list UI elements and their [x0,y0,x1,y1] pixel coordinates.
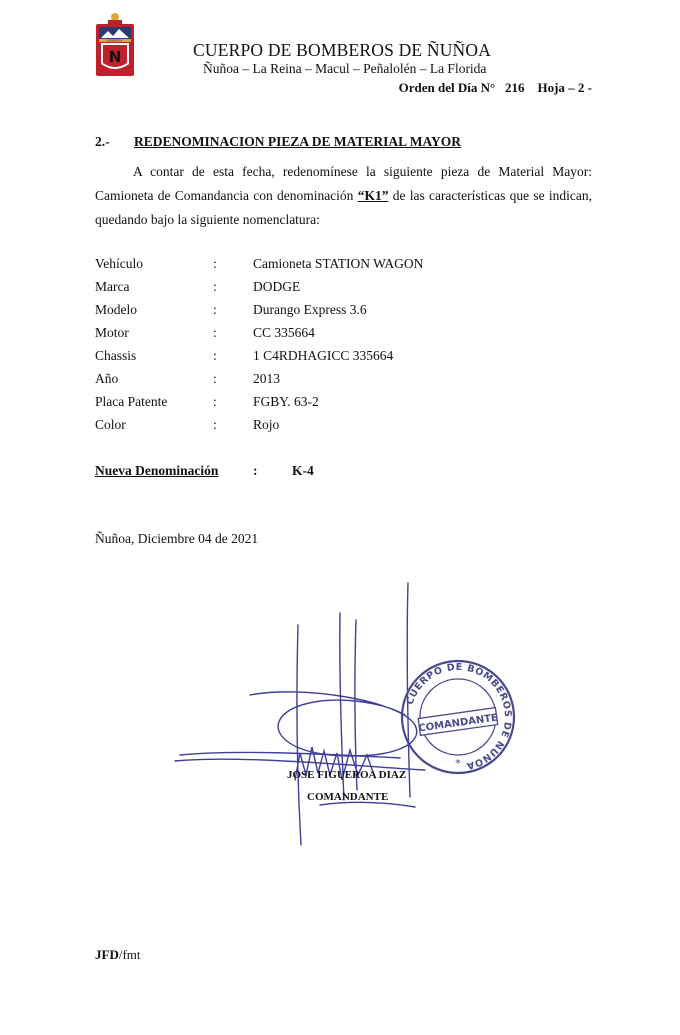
spec-label: Placa Patente [95,394,168,409]
spec-value: FGBY. 63-2 [253,394,319,409]
spec-label: Marca [95,279,130,294]
spec-label: Color [95,417,126,432]
spec-label: Vehículo [95,256,143,271]
spec-colon: : [213,371,217,386]
section-number: 2.- [95,134,110,149]
document-initials [95,947,141,963]
spec-label: Motor [95,325,129,340]
new-denomination-value: K-4 [292,463,314,478]
spec-value: 1 C4RDHAGICC 335664 [253,348,394,363]
section-paragraph [95,160,592,232]
paragraph-text-after: de las características que se indican, quedando bajo la siguiente nomenclatura: [95,188,593,227]
official-stamp [402,661,514,773]
logo-band-text: BOMBEROS [107,39,123,43]
stamp-center-text: COMANDANTE [417,712,499,735]
spec-value: Rojo [253,417,280,432]
signature-and-stamp [170,575,530,850]
spec-colon: : [213,348,217,363]
spec-colon: : [213,302,217,317]
handwritten-signature [175,583,425,845]
order-number: 216 [504,80,525,95]
initials-rest: /fmt [118,947,141,962]
fire-department-logo [95,12,135,78]
stamp-star-icon: * [455,757,461,770]
new-denomination-colon: : [253,463,258,478]
spec-colon: : [213,279,217,294]
spec-label: Chassis [95,348,137,363]
new-denomination-label: Nueva Denominación [95,463,219,478]
designation-code: “K1” [357,188,389,203]
signatory-role: COMANDANTE [307,791,389,803]
spec-value: Durango Express 3.6 [253,302,367,317]
spec-colon: : [213,417,217,432]
paragraph-text-before: A contar de esta fecha, redenomínese la siguiente pieza de Material Mayor: Camioneta de Comandancia con denominación [95,164,592,203]
institution-title: CUERPO DE BOMBEROS DE ÑUÑOA [193,40,492,60]
signatory-name: JOSE FIGUEROA DIAZ [287,769,407,781]
spec-label: Modelo [95,302,137,317]
initials-bold: JFD [95,947,119,962]
order-of-day [399,80,592,96]
section-title: REDENOMINACION PIEZA DE MATERIAL MAYOR [134,134,462,149]
place-and-date: Ñuñoa, Diciembre 04 de 2021 [95,531,259,546]
spec-value: Camioneta STATION WAGON [253,256,424,271]
spec-colon: : [213,256,217,271]
stamp-ring-text: CUERPO DE BOMBEROS DE ÑUÑOA [404,661,514,772]
sheet-number: Hoja – 2 - [537,80,592,95]
order-label: Orden del Día N° [398,80,496,95]
spec-value: 2013 [253,371,280,386]
communes-subtitle: Ñuñoa – La Reina – Macul – Peñalolén – La Florida [203,61,487,76]
spec-label: Año [95,371,119,386]
spec-colon: : [213,394,217,409]
spec-colon: : [213,325,217,340]
logo-letter: N [108,48,122,66]
spec-value: DODGE [253,279,301,294]
spec-value: CC 335664 [253,325,315,340]
